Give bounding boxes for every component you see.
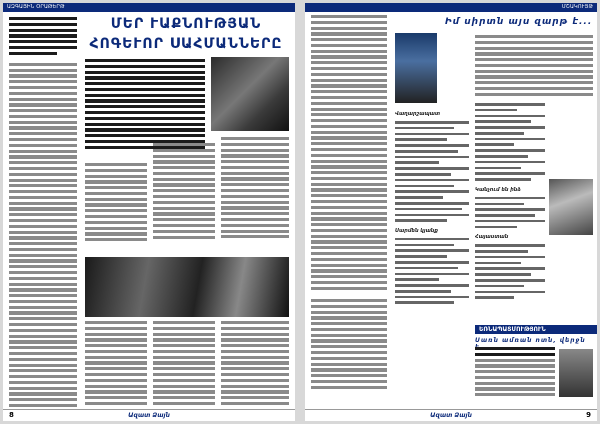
bottom-title: Սառն ամռան ոտն, վերջն <box>475 337 586 344</box>
bottom-photo <box>559 349 593 397</box>
right-intro-text <box>475 35 593 105</box>
left-title-2: ՀՈԳԵՒՈՐ ՍԱՀՄԱՆՆԵՐԸ <box>89 36 283 52</box>
poem-head-3: Կանչում են ինձ <box>475 186 521 193</box>
left-bottom-column-3 <box>221 321 289 409</box>
author-photo <box>549 179 593 235</box>
left-bottom-column-1 <box>85 321 147 409</box>
left-mid-column-3 <box>221 137 289 253</box>
left-footer-logo: Ազատ Ձայն <box>128 412 170 419</box>
right-col-1 <box>311 15 387 295</box>
poem-head-2: Սարմեն կյանք <box>395 227 438 234</box>
left-page <box>3 3 295 421</box>
right-col-3 <box>475 103 545 323</box>
poem-head-1: Վաղարշապատ <box>395 111 441 117</box>
event-photo <box>85 257 289 317</box>
poem-head-4: Հայաստան <box>475 234 509 241</box>
right-page-number: 9 <box>586 411 591 419</box>
right-footer-logo: Ազատ Ձայն <box>430 412 472 419</box>
left-title-1: ՄԵՐ ՒԱՔՆՈՒԹՅԱՆ <box>110 16 262 32</box>
right-page <box>305 3 597 421</box>
left-header-bar: ԱԶԳԱՅԻՆ ՕՐԱԹԵՐԹ <box>3 3 295 12</box>
left-bottom-column-2 <box>153 321 215 409</box>
right-col-2 <box>395 111 469 401</box>
left-page-number: 8 <box>9 411 14 419</box>
right-col-1-bottom <box>311 299 387 391</box>
left-footer <box>3 409 295 421</box>
portrait-photo <box>211 57 289 131</box>
right-footer <box>305 409 597 421</box>
bottom-text <box>475 347 555 405</box>
right-header-bar: ՄՇԱԿՈՒՅԹ <box>305 3 597 12</box>
left-mid-column-2 <box>153 143 215 253</box>
section-band: ԵՌՆԱՊԱՏՄՈՒԹՅՈՒՆ <box>475 325 597 334</box>
left-mid-column-1 <box>85 163 147 253</box>
right-article-title: Իմ սիրտն այս զարթ է... <box>445 17 593 27</box>
left-column-text <box>9 17 77 407</box>
book-cover <box>395 33 437 103</box>
